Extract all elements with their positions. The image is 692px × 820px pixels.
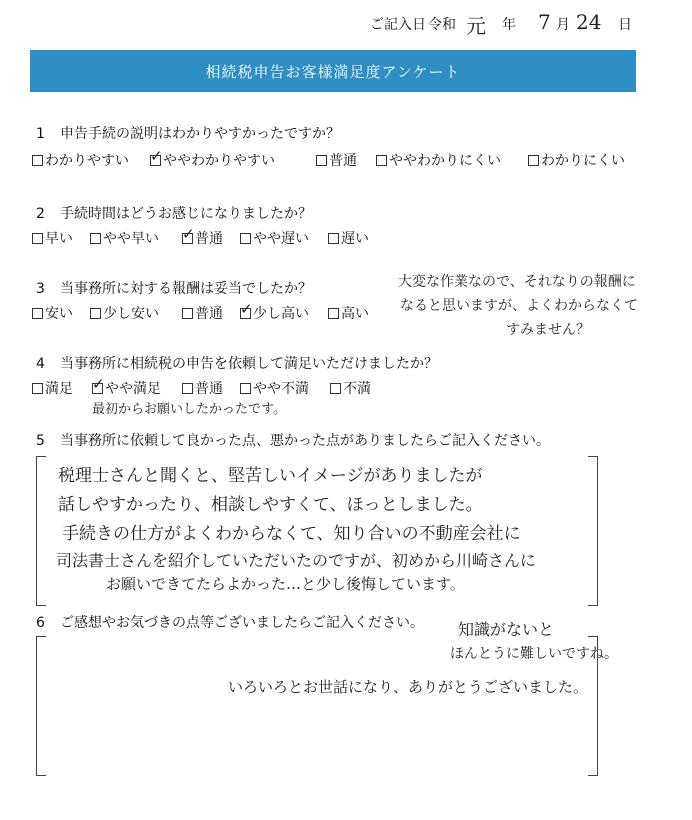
option-checkbox[interactable] [150, 146, 275, 170]
date-label: ご記入日 [370, 17, 426, 33]
handwritten-line: お願いできてたらよかった…と少し後悔しています。 [106, 575, 465, 593]
question-text: ご感想やお気づきの点等ございましたらご記入ください。 [60, 615, 424, 631]
option-label: 普通 [195, 381, 223, 397]
question-3-comment [398, 270, 688, 342]
option-checkbox[interactable] [182, 378, 223, 398]
question-6-answer[interactable] [218, 618, 638, 697]
answer-box-left-bracket [36, 456, 46, 606]
option-checkbox[interactable] [90, 303, 159, 323]
option-label: 普通 [329, 153, 357, 169]
option-checkbox[interactable] [32, 228, 73, 248]
option-label: 普通 [195, 231, 223, 247]
checkbox-icon[interactable] [32, 383, 43, 394]
checkmark-icon: ✓ [150, 146, 163, 165]
checkbox-icon[interactable] [32, 233, 43, 244]
option-checkbox[interactable] [376, 150, 501, 170]
handwritten-line: すみません？ [506, 322, 590, 338]
date-era: 令和 [428, 17, 456, 33]
option-checkbox[interactable] [182, 303, 223, 323]
option-label: 満足 [45, 381, 73, 397]
date-row [370, 10, 670, 38]
question-4-options [32, 374, 392, 398]
survey-title-banner [30, 50, 636, 92]
option-checkbox[interactable] [32, 378, 73, 398]
question-3 [36, 278, 312, 298]
question-text: 手続時間はどうお感じになりましたか？ [60, 206, 312, 222]
question-text: 当事務所に依頼して良かった点、悪かった点がありましたらご記入ください。 [60, 433, 550, 449]
option-checkbox[interactable] [330, 378, 371, 398]
question-text: 当事務所に対する報酬は妥当でしたか？ [60, 281, 312, 297]
handwritten-line: 最初からお願いしたかったです。 [92, 402, 286, 417]
checkmark-icon: ✓ [92, 374, 105, 393]
question-5-answer[interactable] [52, 462, 592, 595]
checkbox-icon[interactable] [90, 308, 101, 319]
survey-title: 相続税申告お客様満足度アンケート [205, 62, 461, 81]
checkbox-icon[interactable] [182, 383, 193, 394]
question-number: 1 [36, 126, 45, 142]
question-1 [36, 123, 340, 143]
checkbox-icon[interactable] [90, 233, 101, 244]
checkbox-icon[interactable] [240, 383, 251, 394]
question-4-comment [92, 398, 286, 417]
checkbox-icon[interactable] [240, 233, 251, 244]
option-label: やや遅い [253, 231, 309, 247]
question-5 [36, 430, 550, 450]
checkbox-icon[interactable] [182, 308, 193, 319]
option-label: 安い [45, 306, 73, 322]
date-year-unit: 年 [502, 17, 516, 33]
option-label: 少し高い [253, 306, 309, 322]
checkmark-icon: ✓ [182, 224, 195, 243]
handwritten-line: なると思いますが、よくわからなくて [400, 298, 638, 314]
question-number: 4 [36, 356, 45, 372]
checkbox-icon[interactable] [316, 155, 327, 166]
option-checkbox[interactable] [182, 224, 223, 248]
option-label: ややわかりにくい [389, 153, 501, 169]
option-label: 少し安い [103, 306, 159, 322]
checkbox-icon[interactable] [182, 224, 195, 244]
option-checkbox[interactable] [32, 303, 73, 323]
option-label: 早い [45, 231, 73, 247]
handwritten-line: 司法書士さんを紹介していただいたのですが、初めから川崎さんに [56, 551, 537, 570]
question-2-options [32, 224, 432, 248]
option-label: ややわかりやすい [163, 153, 275, 169]
option-label: やや早い [103, 231, 159, 247]
option-label: やや満足 [105, 381, 161, 397]
checkbox-icon[interactable] [32, 155, 43, 166]
checkbox-icon[interactable] [528, 155, 539, 166]
checkbox-icon[interactable] [330, 383, 341, 394]
handwritten-line: いろいろとお世話になり、ありがとうございました。 [228, 678, 589, 696]
checkbox-icon[interactable] [92, 374, 105, 394]
option-label: 不満 [343, 381, 371, 397]
handwritten-line: ほんとうに難しいですね。 [450, 646, 618, 662]
handwritten-line: 税理士さんと聞くと、堅苦しいイメージがありましたが [58, 466, 483, 486]
option-label: わかりやすい [45, 153, 129, 169]
question-1-options [32, 146, 652, 170]
date-month-value: 7 [538, 10, 551, 34]
option-checkbox[interactable] [32, 150, 129, 170]
option-checkbox[interactable] [316, 150, 357, 170]
option-checkbox[interactable] [328, 303, 369, 323]
question-4 [36, 353, 438, 373]
option-checkbox[interactable] [328, 228, 369, 248]
date-year-value: 元 [466, 14, 486, 38]
option-label: 普通 [195, 306, 223, 322]
handwritten-line: 手続きの仕方がよくわからなくて、知り合いの不動産会社に [62, 524, 521, 544]
date-day-unit: 日 [618, 17, 632, 33]
option-checkbox[interactable] [90, 228, 159, 248]
checkbox-icon[interactable] [150, 146, 163, 166]
handwritten-line: 知識がないと [458, 620, 555, 639]
option-label: 高い [341, 306, 369, 322]
handwritten-line: 話しやすかったり、相談しやすくて、ほっとしました。 [58, 495, 483, 515]
question-text: 当事務所に相続税の申告を依頼して満足いただけましたか？ [60, 356, 438, 372]
question-3-options [32, 299, 392, 323]
option-checkbox[interactable] [240, 299, 309, 323]
option-checkbox[interactable] [240, 228, 309, 248]
date-month-unit: 月 [556, 17, 570, 33]
date-day-value: 24 [576, 10, 602, 34]
checkbox-icon[interactable] [328, 308, 339, 319]
option-label: やや不満 [253, 381, 309, 397]
checkmark-icon: ✓ [240, 299, 253, 318]
option-label: わかりにくい [541, 153, 625, 169]
checkbox-icon[interactable] [240, 299, 253, 319]
question-number: 3 [36, 281, 45, 297]
question-number: 6 [36, 615, 45, 631]
checkbox-icon[interactable] [328, 233, 339, 244]
question-number: 5 [36, 433, 45, 449]
answer-box-left-bracket [36, 636, 46, 776]
option-checkbox[interactable] [240, 378, 309, 398]
question-number: 2 [36, 206, 45, 222]
question-2 [36, 203, 312, 223]
question-text: 申告手続の説明はわかりやすかったですか？ [60, 126, 340, 142]
checkbox-icon[interactable] [376, 155, 387, 166]
handwritten-line: 大変な作業なので、それなりの報酬に [398, 274, 636, 290]
option-checkbox[interactable] [528, 150, 625, 170]
checkbox-icon[interactable] [32, 308, 43, 319]
option-checkbox[interactable] [92, 374, 161, 398]
option-label: 遅い [341, 231, 369, 247]
